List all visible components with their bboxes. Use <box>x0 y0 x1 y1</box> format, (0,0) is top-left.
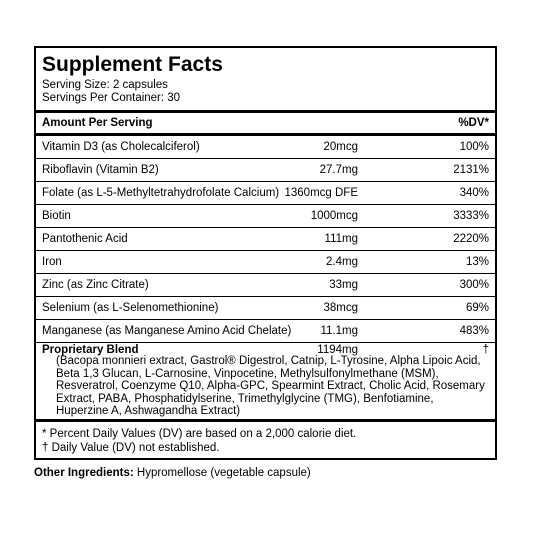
thick-divider <box>36 110 495 113</box>
nutrient-name: Vitamin D3 (as Cholecalciferol) <box>42 141 200 153</box>
header-daily-value: %DV* <box>458 117 489 129</box>
nutrient-amount: 33mg <box>329 279 358 291</box>
nutrient-dv: 2220% <box>453 233 489 245</box>
servings-per-container: Servings Per Container: 30 <box>42 92 181 104</box>
supplement-facts-panel <box>34 46 497 460</box>
serving-size: Serving Size: 2 capsules <box>42 79 168 91</box>
panel-title: Supplement Facts <box>42 53 223 76</box>
nutrient-row-pantothenic-acid <box>36 228 495 250</box>
nutrient-row-zinc <box>36 274 495 296</box>
nutrient-amount: 20mcg <box>323 141 358 153</box>
nutrient-name: Biotin <box>42 210 71 222</box>
nutrient-row-selenium <box>36 297 495 319</box>
nutrient-amount: 1360mcg DFE <box>284 187 358 199</box>
nutrient-dv: 483% <box>459 325 489 337</box>
blend-name: Proprietary Blend <box>42 344 139 356</box>
nutrient-name: Zinc (as Zinc Citrate) <box>42 279 149 291</box>
nutrient-row-iron <box>36 251 495 273</box>
other-ingredients-label: Other Ingredients: <box>34 467 134 479</box>
footnote-daily-values: * Percent Daily Values (DV) are based on a 2,000 calorie diet. <box>42 428 357 440</box>
nutrient-dv: 300% <box>459 279 489 291</box>
nutrient-amount: 11.1mg <box>320 325 358 337</box>
footnote-dagger: † Daily Value (DV) not established. <box>42 442 220 454</box>
nutrient-dv: 69% <box>465 302 489 314</box>
header-amount-per-serving: Amount Per Serving <box>42 117 153 129</box>
nutrient-dv: 13% <box>465 256 489 268</box>
nutrient-dv: 340% <box>459 187 489 199</box>
nutrient-name: Pantothenic Acid <box>42 233 128 245</box>
nutrient-dv: 100% <box>459 141 489 153</box>
nutrient-amount: 1000mcg <box>310 210 358 222</box>
blend-amount: 1194mg <box>317 344 358 356</box>
other-ingredients <box>34 466 311 480</box>
nutrient-amount: 38mcg <box>323 302 358 314</box>
nutrient-row-manganese <box>36 320 495 342</box>
nutrient-dv: 3333% <box>453 210 489 222</box>
nutrient-name: Riboflavin (Vitamin B2) <box>42 164 159 176</box>
nutrient-dv: 2131% <box>453 164 489 176</box>
nutrient-row-vitamin-d3 <box>36 136 495 158</box>
blend-ingredients: (Bacopa monnieri extract, Gastrol® Digestrol, Catnip, L-Tyrosine, Alpha Lipoic Acid, Beta 1,3 Glucan, L-Carnosine, Vinpocetine, Methylsulfonylmethane (MSM), Resveratrol, Coenzyme Q10, Alpha-GPC, Spearmint Extract, Cholic Acid, Rosemary Extract, PABA, Phosphatidylserine, Trimethylglycine (TMG), Benfotiamine, Huperzine A, Ashwagandha Extract) <box>56 355 485 417</box>
nutrient-row-riboflavin <box>36 159 495 181</box>
nutrient-amount: 2.4mg <box>326 256 358 268</box>
blend-dv: † <box>482 344 489 356</box>
other-ingredients-value: Hypromellose (vegetable capsule) <box>133 467 311 479</box>
nutrient-name: Folate (as L-5-Methyltetrahydrofolate Calcium) <box>42 187 280 199</box>
nutrient-name: Selenium (as L-Selenomethionine) <box>42 302 219 314</box>
nutrient-row-folate <box>36 182 495 204</box>
nutrient-name: Manganese (as Manganese Amino Acid Chelate) <box>42 325 292 337</box>
nutrient-name: Iron <box>42 256 62 268</box>
nutrient-amount: 111mg <box>324 233 358 245</box>
nutrient-row-biotin <box>36 205 495 227</box>
nutrient-amount: 27.7mg <box>319 164 358 176</box>
thick-divider <box>36 419 495 422</box>
